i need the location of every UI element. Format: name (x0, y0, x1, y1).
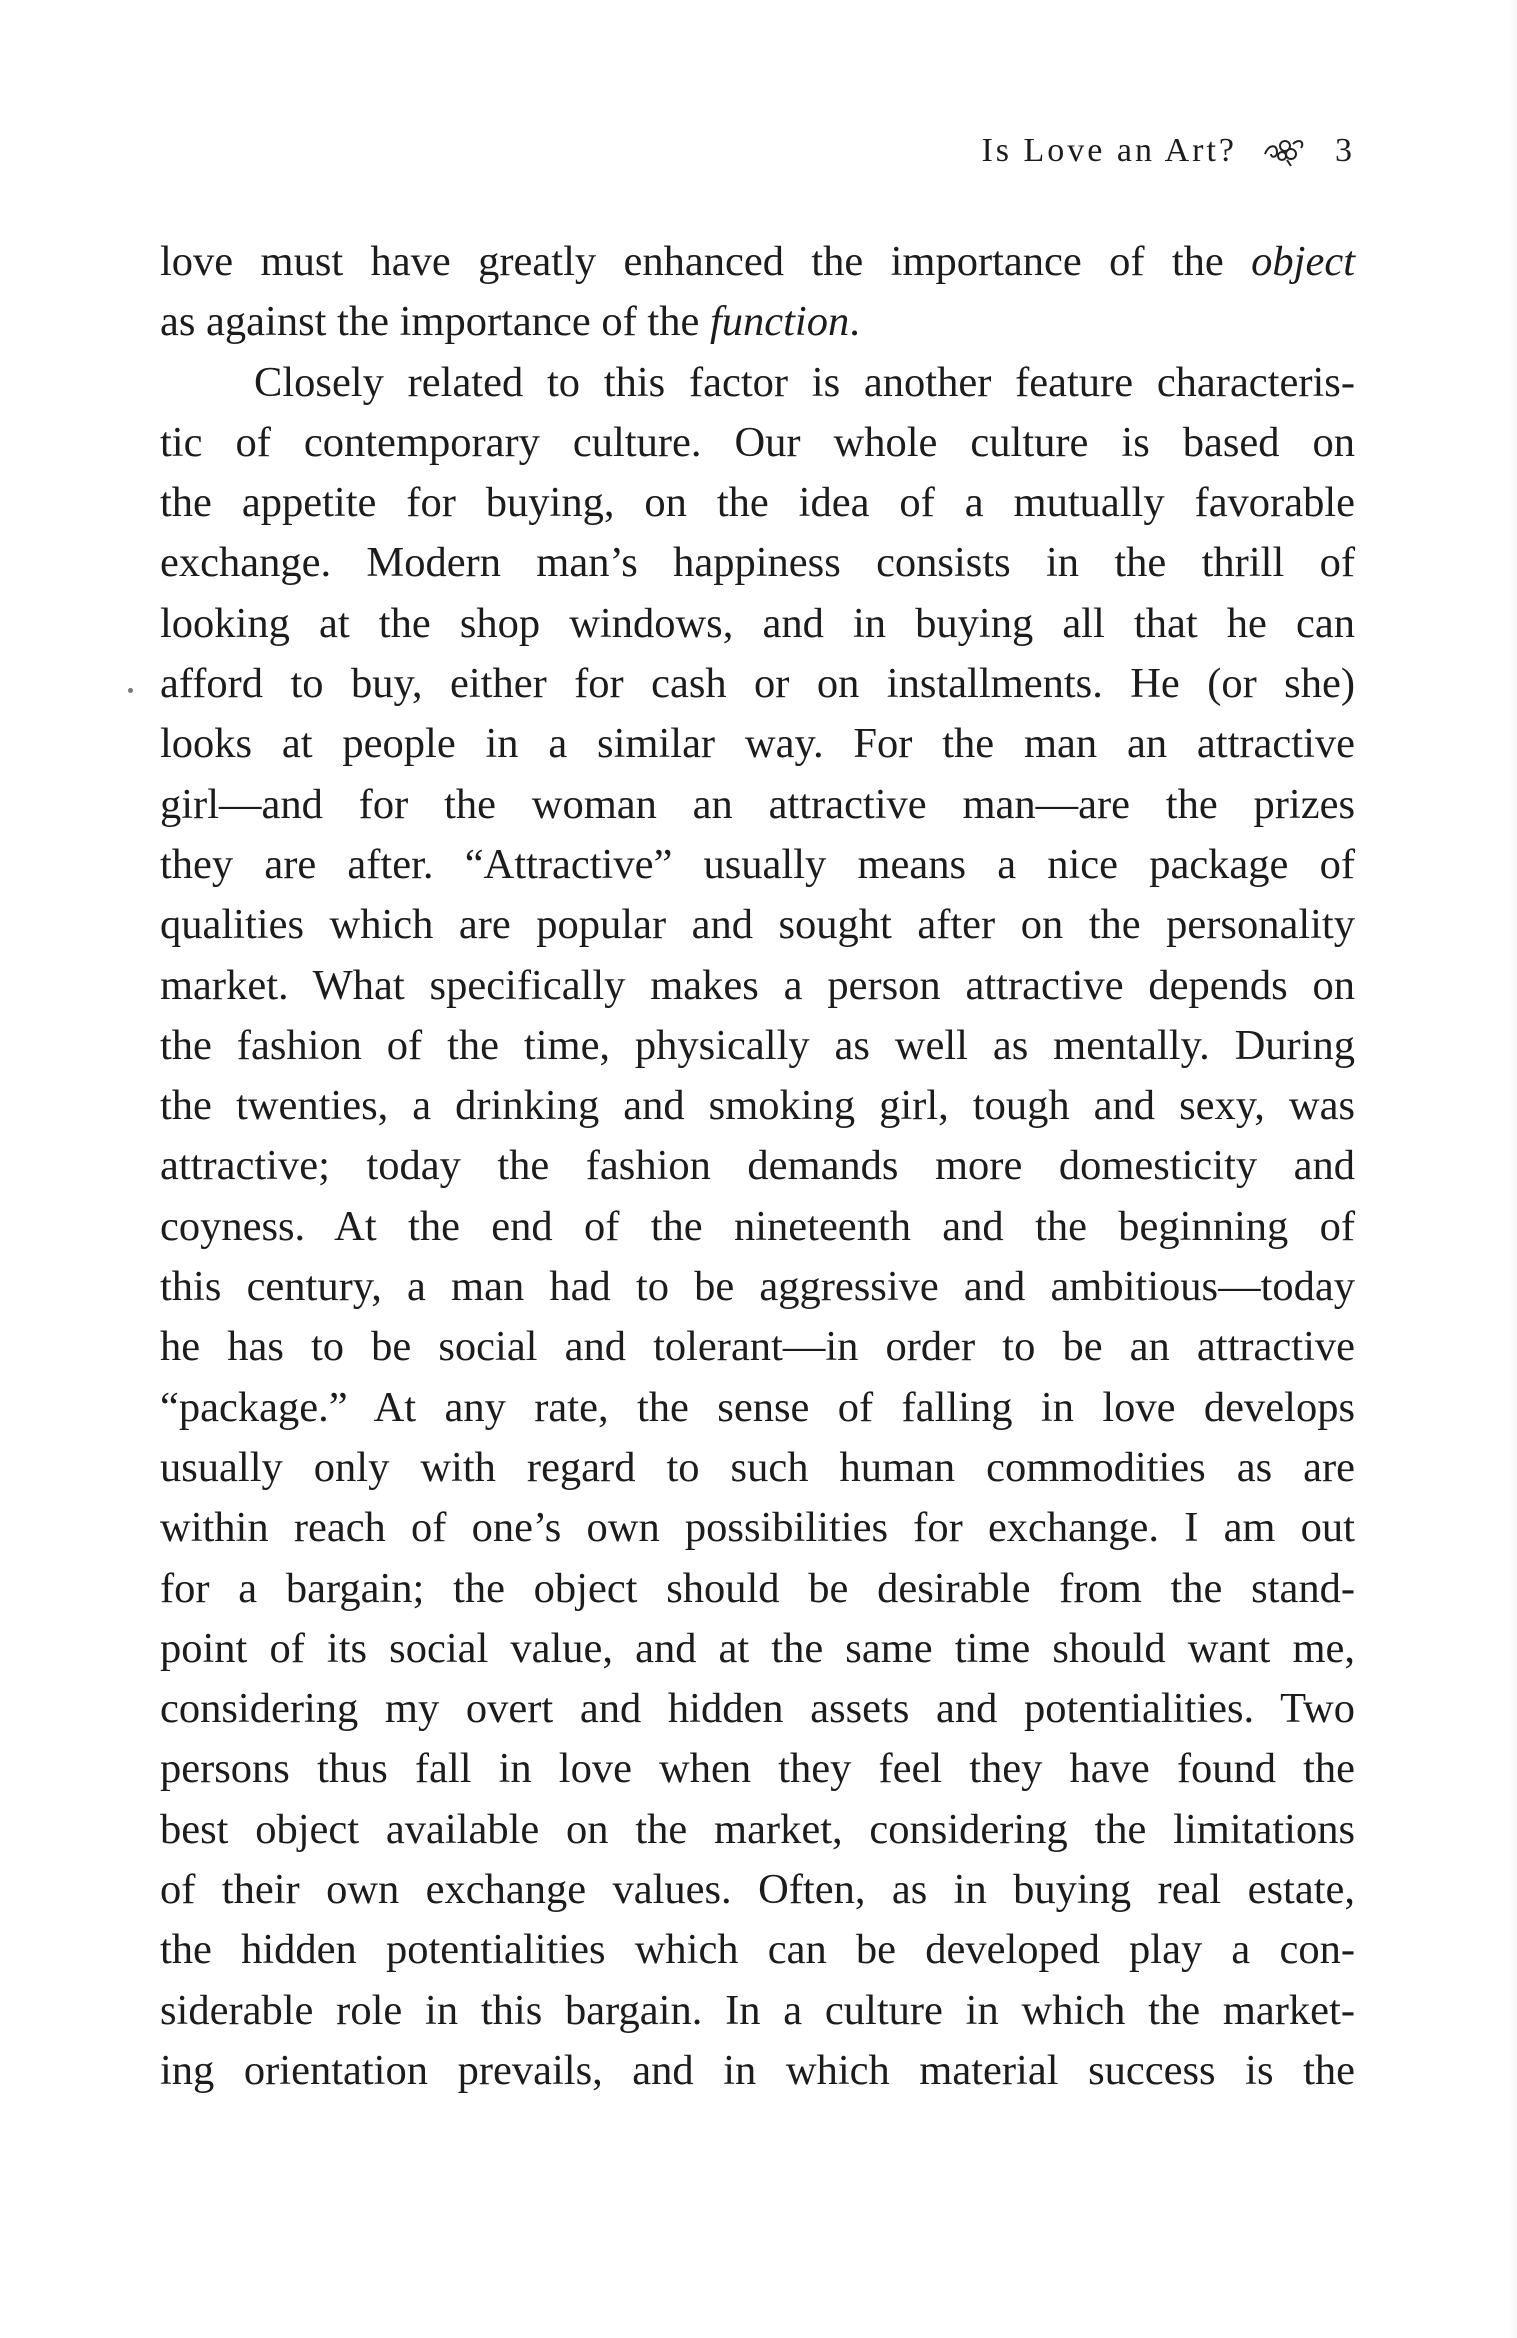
text-line: persons thus fall in love when they feel they have found the (160, 1745, 1355, 1793)
text-line: “package.” At any rate, the sense of falling in love develops (160, 1383, 1355, 1431)
text-line: for a bargain; the object should be desirable from the stand- (160, 1564, 1355, 1612)
paragraph (160, 232, 1355, 353)
text-line: siderable role in this bargain. In a culture in which the market- (160, 1986, 1355, 2034)
running-head (160, 128, 1355, 174)
text-line: considering my overt and hidden assets and potentialities. Two (160, 1685, 1355, 1733)
text-line: coyness. At the end of the nineteenth and the beginning of (160, 1202, 1355, 1250)
text-line: within reach of one’s own possibilities for exchange. I am out (160, 1504, 1355, 1552)
text-line (160, 292, 1355, 352)
running-head-title: Is Love an Art? (981, 132, 1237, 169)
text-line: they are after. “Attractive” usually means a nice package of (160, 840, 1355, 888)
text-line: market. What specifically makes a person attractive depends on (160, 961, 1355, 1009)
text-line: afford to buy, either for cash or on installments. He (or she) (160, 660, 1355, 708)
text-line: exchange. Modern man’s happiness consists in the thrill of (160, 539, 1355, 587)
page-number: 3 (1335, 132, 1355, 169)
text-line: the hidden potentialities which can be developed play a con- (160, 1926, 1355, 1974)
text-segment: as against the importance of the (160, 298, 710, 346)
text-line: he has to be social and tolerant—in order to be an attractive (160, 1323, 1355, 1371)
body-text (160, 232, 1355, 2101)
text-segment: love must have greatly enhanced the importance of the (160, 238, 1252, 285)
text-line: this century, a man had to be aggressive and ambitious—today (160, 1263, 1355, 1311)
text-line: ing orientation prevails, and in which material success is the (160, 2046, 1355, 2094)
text-line: Closely related to this factor is another feature characteris- (254, 358, 1355, 406)
text-line: attractive; today the fashion demands more domesticity and (160, 1142, 1355, 1190)
text-line: best object available on the market, considering the limitations (160, 1805, 1355, 1853)
text-line: of their own exchange values. Often, as in buying real estate, (160, 1866, 1355, 1914)
text-line (160, 232, 1355, 292)
page-edge (1509, 0, 1517, 2338)
margin-mark (128, 688, 133, 693)
text-line: qualities which are popular and sought after on the personality (160, 901, 1355, 949)
italic-word: object (1251, 238, 1355, 285)
floral-ornament-icon (1261, 134, 1307, 168)
text-line: tic of contemporary culture. Our whole culture is based on (160, 418, 1355, 466)
text-line: the fashion of the time, physically as well as mentally. During (160, 1021, 1355, 1069)
text-line: usually only with regard to such human commodities as are (160, 1443, 1355, 1491)
text-line: looking at the shop windows, and in buying all that he can (160, 599, 1355, 647)
text-line: girl—and for the woman an attractive man—are the prizes (160, 780, 1355, 828)
text-segment: . (849, 298, 860, 346)
text-line: looks at people in a similar way. For the man an attractive (160, 720, 1355, 768)
text-line: point of its social value, and at the same time should want me, (160, 1624, 1355, 1672)
text-line: the twenties, a drinking and smoking girl, tough and sexy, was (160, 1082, 1355, 1130)
text-line: the appetite for buying, on the idea of a mutually favorable (160, 479, 1355, 527)
italic-word: function (709, 298, 850, 346)
paragraph (160, 353, 1355, 2102)
